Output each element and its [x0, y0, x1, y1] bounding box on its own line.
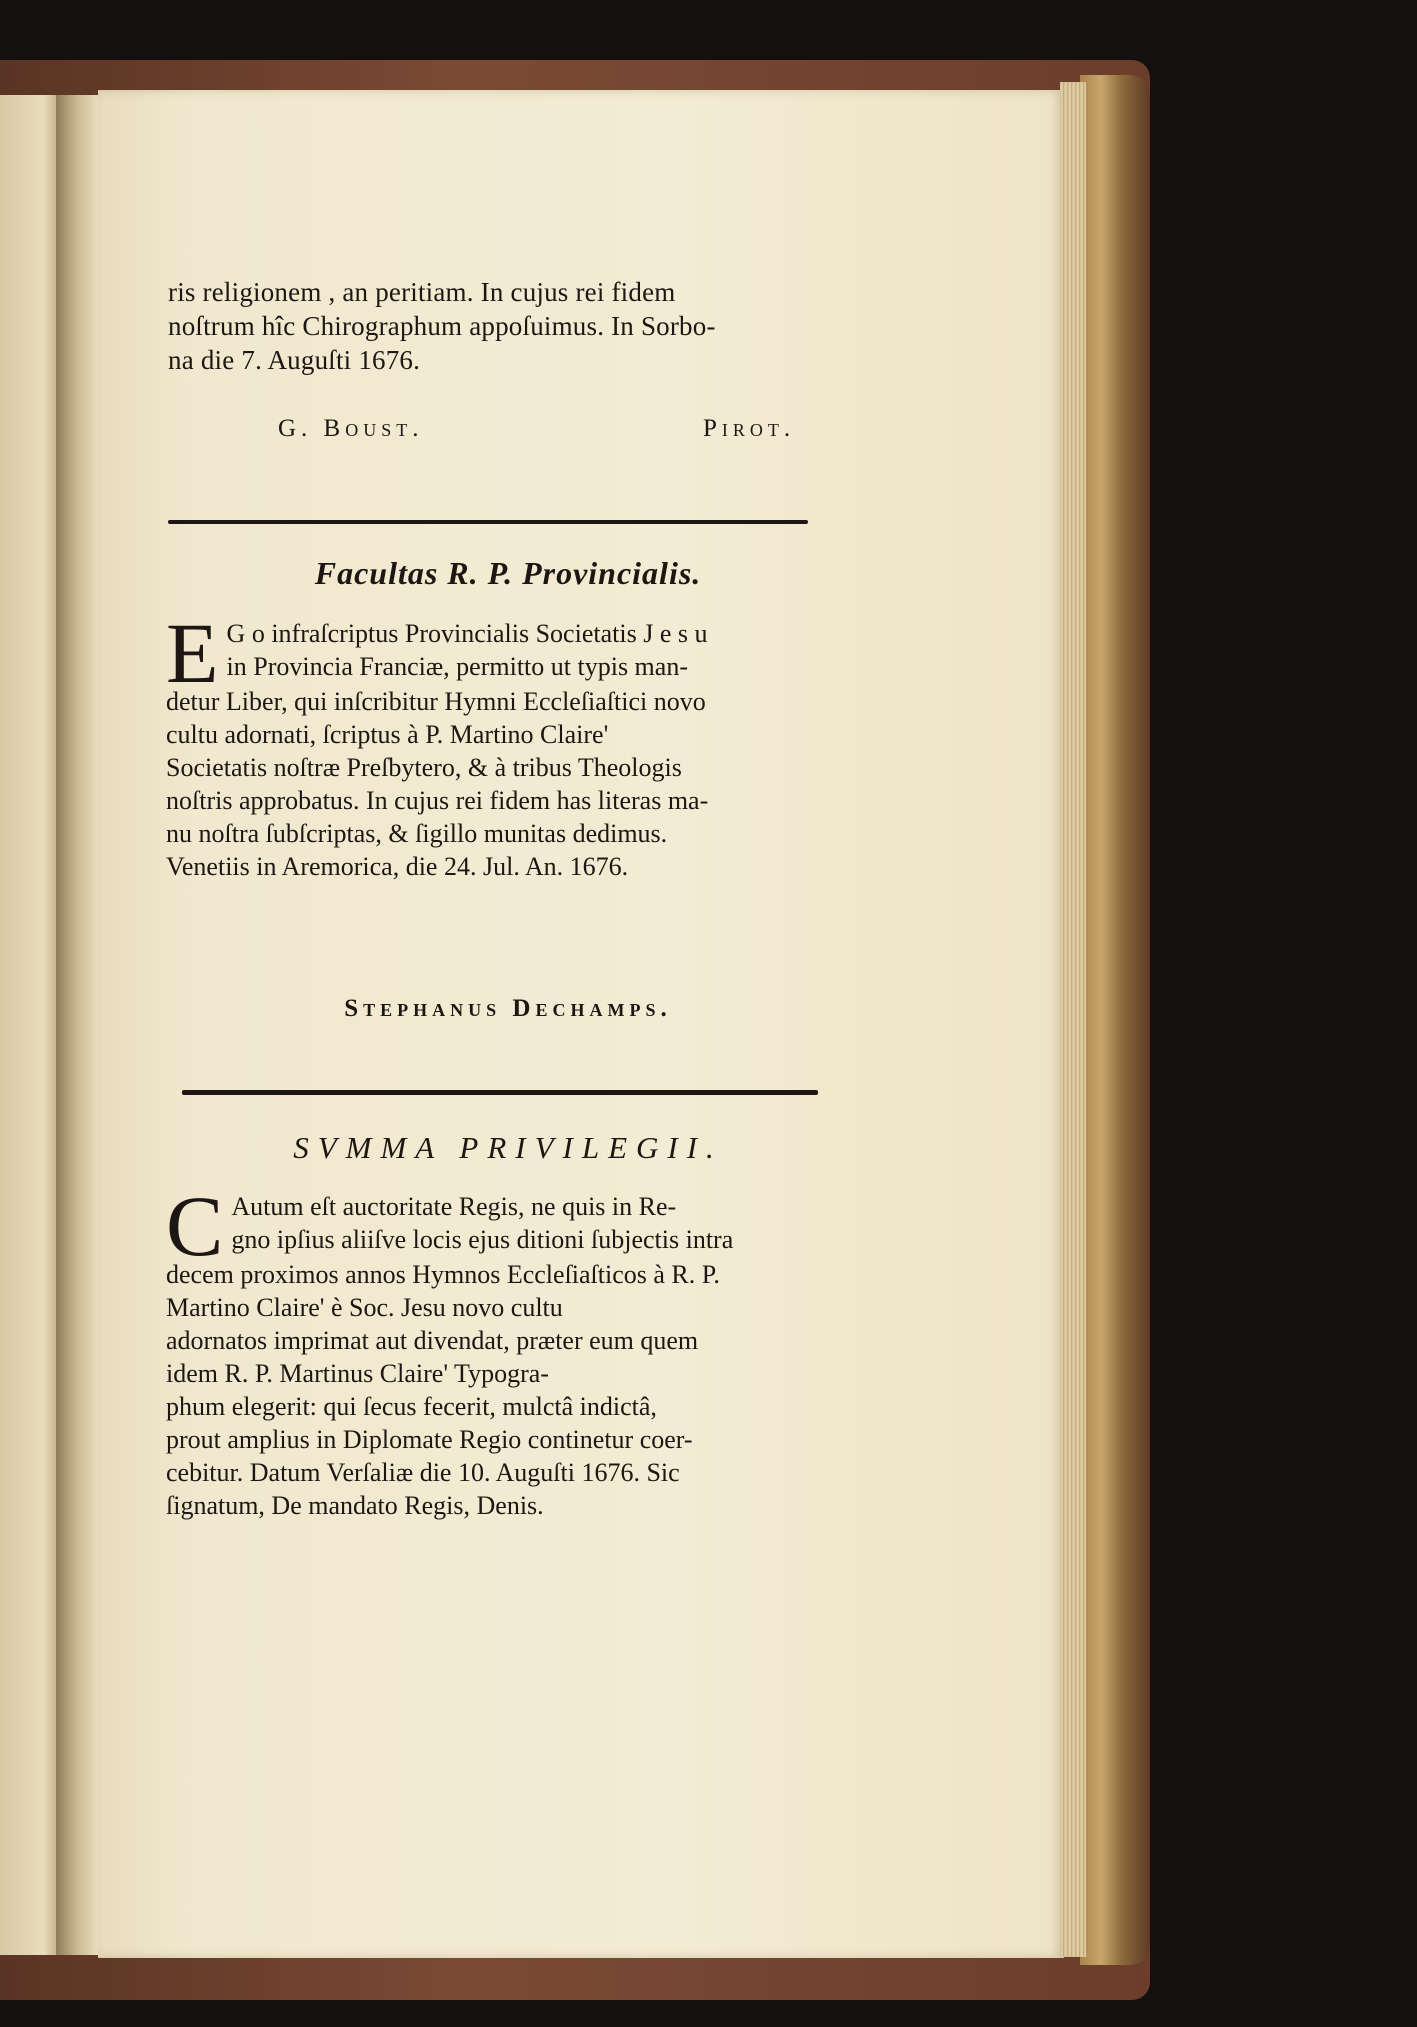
text-line: Martino Claire' è Soc. Jesu novo cultu — [166, 1293, 563, 1322]
privilegium-heading: SVMMA PRIVILEGII. — [293, 1130, 723, 1165]
privilegium-heading-wrap — [168, 1130, 848, 1166]
text-line: idem R. P. Martinus Claire' Typogra- — [166, 1359, 549, 1388]
facultas-paragraph — [166, 605, 852, 883]
text-line: na die 7. Auguſti 1676. — [168, 345, 421, 375]
text-line: Autum eſt auctoritate Regis, ne quis in Re- — [231, 1192, 677, 1221]
facultas-heading-wrap — [168, 555, 848, 592]
text-line: detur Liber, qui inſcribitur Hymni Eccleſiaſtici novo — [166, 687, 706, 716]
divider-rule — [168, 520, 808, 524]
text-line: Venetiis in Aremorica, die 24. Jul. An. 1676. — [166, 852, 629, 881]
text-line: noſtris approbatus. In cujus rei fidem has literas ma- — [166, 786, 709, 815]
dropcap-c: C — [166, 1178, 224, 1274]
text-line: adornatos imprimat aut divendat, præter eum quem — [166, 1326, 699, 1355]
signature-row — [168, 415, 968, 455]
text-line: ſignatum, De mandato Regis, Denis. — [166, 1491, 544, 1520]
text-line: cebitur. Datum Verſaliæ die 10. Auguſti 1676. Sic — [166, 1458, 680, 1487]
text-line: Societatis noſtræ Preſbytero, & à tribus Theologis — [166, 753, 682, 782]
page-stack-edge — [1060, 82, 1086, 1957]
text-line: noſtrum hîc Chirographum appoſuimus. In Sorbo- — [168, 311, 716, 341]
text-line: decem proximos annos Hymnos Eccleſiaſticos à R. P. — [166, 1260, 720, 1289]
text-line: ris religionem , an peritiam. In cujus rei fidem — [168, 277, 676, 307]
text-line: gno ipſius aliiſve locis ejus ditioni ſubjectis intra — [231, 1225, 734, 1254]
text-line: G o infraſcriptus Provincialis Societatis J e s u — [226, 619, 708, 648]
page-gutter — [56, 95, 100, 1955]
signature-right: Pirot. — [703, 415, 796, 442]
facultas-signature: Stephanus Dechamps. — [344, 995, 672, 1022]
dropcap-e: E — [166, 605, 219, 701]
text-line: phum elegerit: qui ſecus fecerit, mulctâ indictâ, — [166, 1392, 657, 1421]
continuation-text — [168, 275, 968, 377]
book-fore-edge — [1080, 75, 1150, 1965]
text-line: in Provincia Franciæ, permitto ut typis man- — [226, 652, 688, 681]
divider-rule — [182, 1090, 818, 1095]
book-page — [98, 90, 1064, 1958]
facultas-heading: Facultas R. P. Provincialis. — [314, 555, 702, 591]
facultas-signature-wrap — [168, 995, 848, 1023]
signature-left: G. Boust. — [278, 415, 424, 442]
text-line: nu noſtra ſubſcriptas, & ſigillo munitas dedimus. — [166, 819, 668, 848]
text-line: cultu adornati, ſcriptus à P. Martino Claire' — [166, 720, 609, 749]
left-page-edge — [0, 95, 62, 1955]
privilegium-paragraph — [166, 1178, 852, 1522]
text-line: prout amplius in Diplomate Regio continetur coer- — [166, 1425, 693, 1454]
